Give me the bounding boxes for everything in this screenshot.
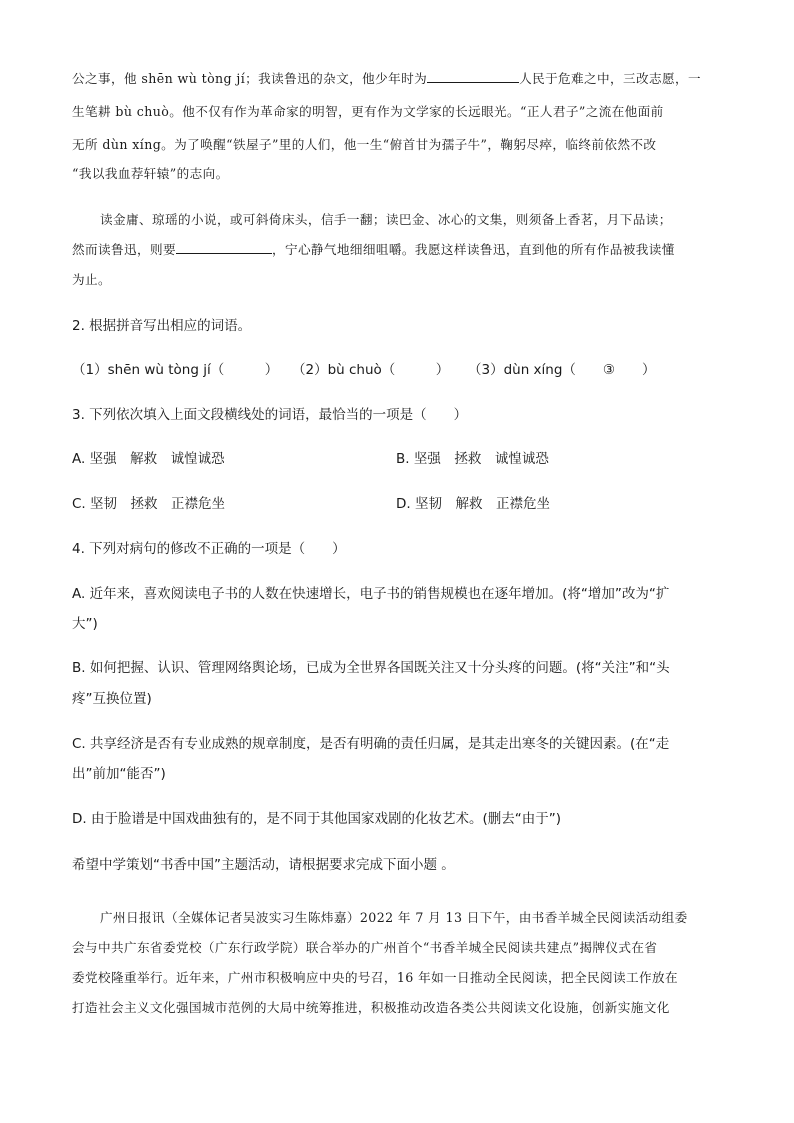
passage2-line-3: 为止。: [72, 272, 111, 287]
passage1-line-2: 生笔耕 bù chuò。他不仅有作为革命家的明智，更有作为文学家的长远眼光。“正人君子”之流在他面前: [72, 104, 664, 119]
q3-option-c[interactable]: C. 坚韧 拯救 正襟危坐: [72, 496, 226, 512]
passage1-line-4: “我以我血荐轩辕”的志向。: [72, 166, 229, 181]
passage1-line-1: [72, 68, 724, 87]
q4-option-d[interactable]: D. 由于脸谱是中国戏曲独有的，是不同于其他国家戏剧的化妆艺术。(删去“由于”): [72, 811, 561, 827]
news-line-3: 委党校隆重举行。近年来，广州市积极响应中央的号召，16 年如一日推动全民阅读，把全民阅读工作放在: [72, 970, 678, 985]
news-line-4: 打造社会主义文化强国城市范例的大局中统筹推进，积极推动改造各类公共阅读文化设施，创新实施文化: [72, 1000, 670, 1015]
q2-item-3: （3）dùn xíng（ ③ ）: [468, 362, 656, 378]
q2-item-2: （2）bù chuò（ ）: [292, 362, 450, 378]
passage1-line-1-text-b: 人民于危难之中，三改志愿，一: [519, 71, 701, 86]
passage2-line-2: [72, 239, 724, 258]
passage2-line-1: 读金庸、琼瑶的小说，或可斜倚床头，信手一翻；读巴金、冰心的文集，则须备上香茗，月下品读；: [100, 212, 672, 227]
q4-option-a-line-2[interactable]: 大”): [72, 616, 98, 632]
passage1-line-3: 无所 dùn xíng。为了唤醒“铁屋子”里的人们，他一生“俯首甘为孺子牛”，鞠躬尽瘁，临终前依然不改: [72, 137, 657, 152]
news-line-1: 广州日报讯（全媒体记者吴波实习生陈炜嘉）2022 年 7 月 13 日下午，由书香羊城全民阅读活动组委: [100, 910, 688, 925]
passage2-line-2-text-a: 然而读鲁迅，则要: [72, 242, 176, 257]
q2-stem: 2. 根据拼音写出相应的词语。: [72, 318, 252, 334]
q4-option-b-line-2[interactable]: 疼”互换位置): [72, 691, 152, 707]
news-line-2: 会与中共广东省委党校（广东行政学院）联合举办的广州首个“书香羊城全民阅读共建点”揭牌仪式在省: [72, 940, 658, 955]
q4-option-a-line-1[interactable]: A. 近年来，喜欢阅读电子书的人数在快速增长，电子书的销售规模也在逐年增加。(将“增加”改为“扩: [72, 586, 670, 602]
q4-option-c-line-1[interactable]: C. 共享经济是否有专业成熟的规章制度，是否有明确的责任归属，是其走出寒冬的关键因素。(在“走: [72, 736, 670, 752]
q4-stem: 4. 下列对病句的修改不正确的一项是（ ）: [72, 541, 346, 557]
passage1-line-1-text-a: 公之事，他 shēn wù tòng jí；我读鲁迅的杂文，他少年时为: [72, 71, 428, 86]
fill-blank-1[interactable]: [427, 70, 519, 83]
passage2-line-2-text-b: ，宁心静气地细细咀嚼。我愿这样读鲁迅，直到他的所有作品被我读懂: [271, 242, 675, 257]
q3-stem: 3. 下列依次填入上面文段横线处的词语，最恰当的一项是（ ）: [72, 407, 468, 423]
q2-item-1: （1）shēn wù tòng jí（ ）: [72, 362, 279, 378]
q4-option-b-line-1[interactable]: B. 如何把握、认识、管理网络舆论场，已成为全世界各国既关注又十分头疼的问题。(将“关注”和“头: [72, 660, 670, 676]
q4-option-c-line-2[interactable]: 出”前加“能否”): [72, 766, 166, 782]
q3-option-a[interactable]: A. 坚强 解救 诚惶诚恐: [72, 451, 225, 467]
activity-intro: 希望中学策划“书香中国”主题活动，请根据要求完成下面小题 。: [72, 857, 455, 873]
q3-option-d[interactable]: D. 坚韧 解救 正襟危坐: [396, 496, 550, 512]
q3-option-b[interactable]: B. 坚强 拯救 诚惶诚恐: [396, 451, 549, 467]
fill-blank-2[interactable]: [176, 241, 272, 254]
